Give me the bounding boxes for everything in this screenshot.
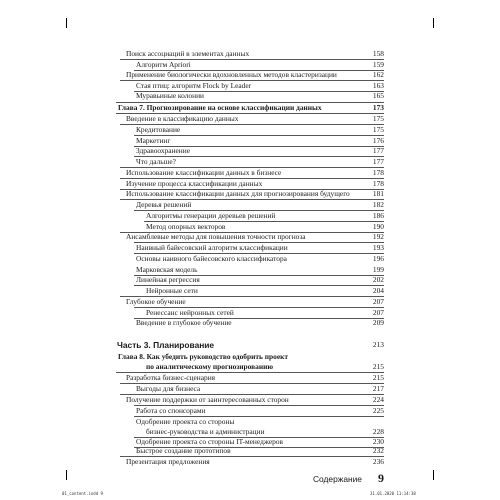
toc-entry-page: 159 (372, 60, 384, 69)
toc-entry-title: Линейная регрессия (136, 275, 200, 284)
toc-chapter-title: Глава 8. Как убедить руководство одобрить проект (118, 352, 288, 361)
toc-entry-title: Алгоритмы генерации деревьев решений (146, 211, 276, 220)
toc-entry-title: Муравьиные колонии (136, 91, 204, 100)
toc-entry-title: Основы наивного байесовского классификатора (136, 254, 287, 263)
toc-entry-page: 175 (372, 125, 384, 134)
toc-entry-title: Здравоохранение (136, 146, 190, 155)
toc-entry-page: 175 (372, 114, 384, 123)
toc-entry-page: 228 (372, 427, 384, 436)
entry-separator-line (134, 135, 384, 136)
toc-entry-page: 162 (372, 70, 384, 79)
toc-entry-title: Выгоды для бизнеса (136, 384, 201, 393)
toc-entry-page: 190 (372, 222, 384, 231)
toc-entry-page: 177 (372, 146, 384, 155)
toc-entry-title: Кредитование (136, 125, 181, 134)
toc-entry-page: 177 (372, 157, 384, 166)
toc-entry-title: Поиск ассоциаций в элементах данных (126, 49, 250, 58)
toc-entry-title: бизнес-руководства и администрации (146, 427, 265, 436)
toc-entry-title: Глубокое обучение (126, 297, 186, 306)
toc-chapter-title: по аналитическому прогнозированию (146, 362, 273, 371)
toc-entry-title: Применение биологически вдохновленных методов кластеризации (126, 70, 337, 79)
toc-part-page: 213 (372, 340, 384, 349)
toc-entry-page: 217 (372, 384, 384, 393)
toc-entry-page: 215 (372, 373, 384, 382)
toc-entry-page: 196 (372, 254, 384, 263)
toc-entry-title: Одобрение проекта со стороны IT-менеджеров (136, 437, 283, 446)
toc-entry-title: Ренессанс нейронных сетей (146, 308, 234, 317)
page-number: 9 (378, 471, 384, 485)
toc-entry-title: Введение в классификацию данных (126, 114, 239, 123)
toc-entry-page: 182 (372, 200, 384, 209)
toc-entry-title: Деревья решений (136, 200, 192, 209)
toc-entry-title: Марковская модель (136, 265, 198, 274)
toc-entry-title: Алгоритм Apriori (136, 60, 191, 69)
toc-entry-title: Ансамблевые методы для повышения точности прогноза (126, 232, 306, 241)
toc-entry-page: 204 (372, 286, 384, 295)
toc-chapter-title: Глава 7. Прогнозирование на основе классификации данных (118, 103, 322, 112)
toc-entry-title: Что дальше? (136, 157, 176, 166)
running-footer-label: Содержание (313, 474, 362, 484)
toc-entry-page: 207 (372, 297, 384, 306)
toc-entry-title: Введение в глубокое обучение (136, 318, 232, 327)
toc-entry-title: Работа со спонсорами (136, 406, 206, 415)
print-slug-date: 31.01.2020 11:14:38 (370, 491, 416, 496)
toc-entry-page: 158 (372, 49, 384, 58)
toc-entry-page: 181 (372, 189, 384, 198)
toc-entry-title: Метод опорных векторов (146, 222, 226, 231)
toc-entry-title: Использование классификации данных в бизнесе (126, 168, 282, 177)
toc-entry-page: 193 (372, 243, 384, 252)
toc-entry-page: 236 (372, 457, 384, 466)
print-slug-file: 01_content.indd 9 (62, 491, 103, 496)
toc-entry-page: 186 (372, 211, 384, 220)
toc-entry-title: Разработка бизнес-сценария (126, 373, 216, 382)
toc-entry-title: Использование классификации данных для прогнозирования будущего (126, 189, 350, 198)
toc-entry-page: 178 (372, 168, 384, 177)
toc-entry-page: 207 (372, 308, 384, 317)
toc-entry-title: Нейронные сети (146, 286, 198, 295)
toc-entry-title: Наивный байесовский алгоритм классификации (136, 243, 288, 252)
toc-entry-page: 224 (372, 395, 384, 404)
toc-entry-page: 176 (372, 136, 384, 145)
toc-entry-page: 192 (372, 232, 384, 241)
toc-entry-page: 163 (372, 81, 384, 90)
toc-entry-title: Быстрое создание прототипов (136, 446, 231, 455)
toc-chapter-page: 173 (372, 103, 384, 112)
toc-part-title: Часть 3. Планирование (117, 340, 215, 350)
toc-entry-page: 178 (372, 179, 384, 188)
toc-entry-page: 199 (372, 265, 384, 274)
toc-entry-title: Изучение процесса классификации данных (126, 179, 263, 188)
toc-entry-title: Презентация предложения (126, 457, 210, 466)
toc-entry-page: 209 (372, 318, 384, 327)
toc-entry-title: Маркетинг (136, 136, 171, 145)
toc-entry-page: 232 (372, 446, 384, 455)
toc-entry-page: 225 (372, 406, 384, 415)
toc-entry-page: 202 (372, 275, 384, 284)
toc-entry-title: Стая птиц: алгоритм Flock by Leader (136, 81, 252, 90)
toc-entry-title: Одобрение проекта со стороны (136, 417, 235, 426)
toc-entry-page: 165 (372, 91, 384, 100)
toc-chapter-page: 215 (372, 362, 384, 371)
toc-entry-page: 230 (372, 437, 384, 446)
toc-entry-title: Получение поддержки от заинтересованных сторон (126, 395, 289, 404)
